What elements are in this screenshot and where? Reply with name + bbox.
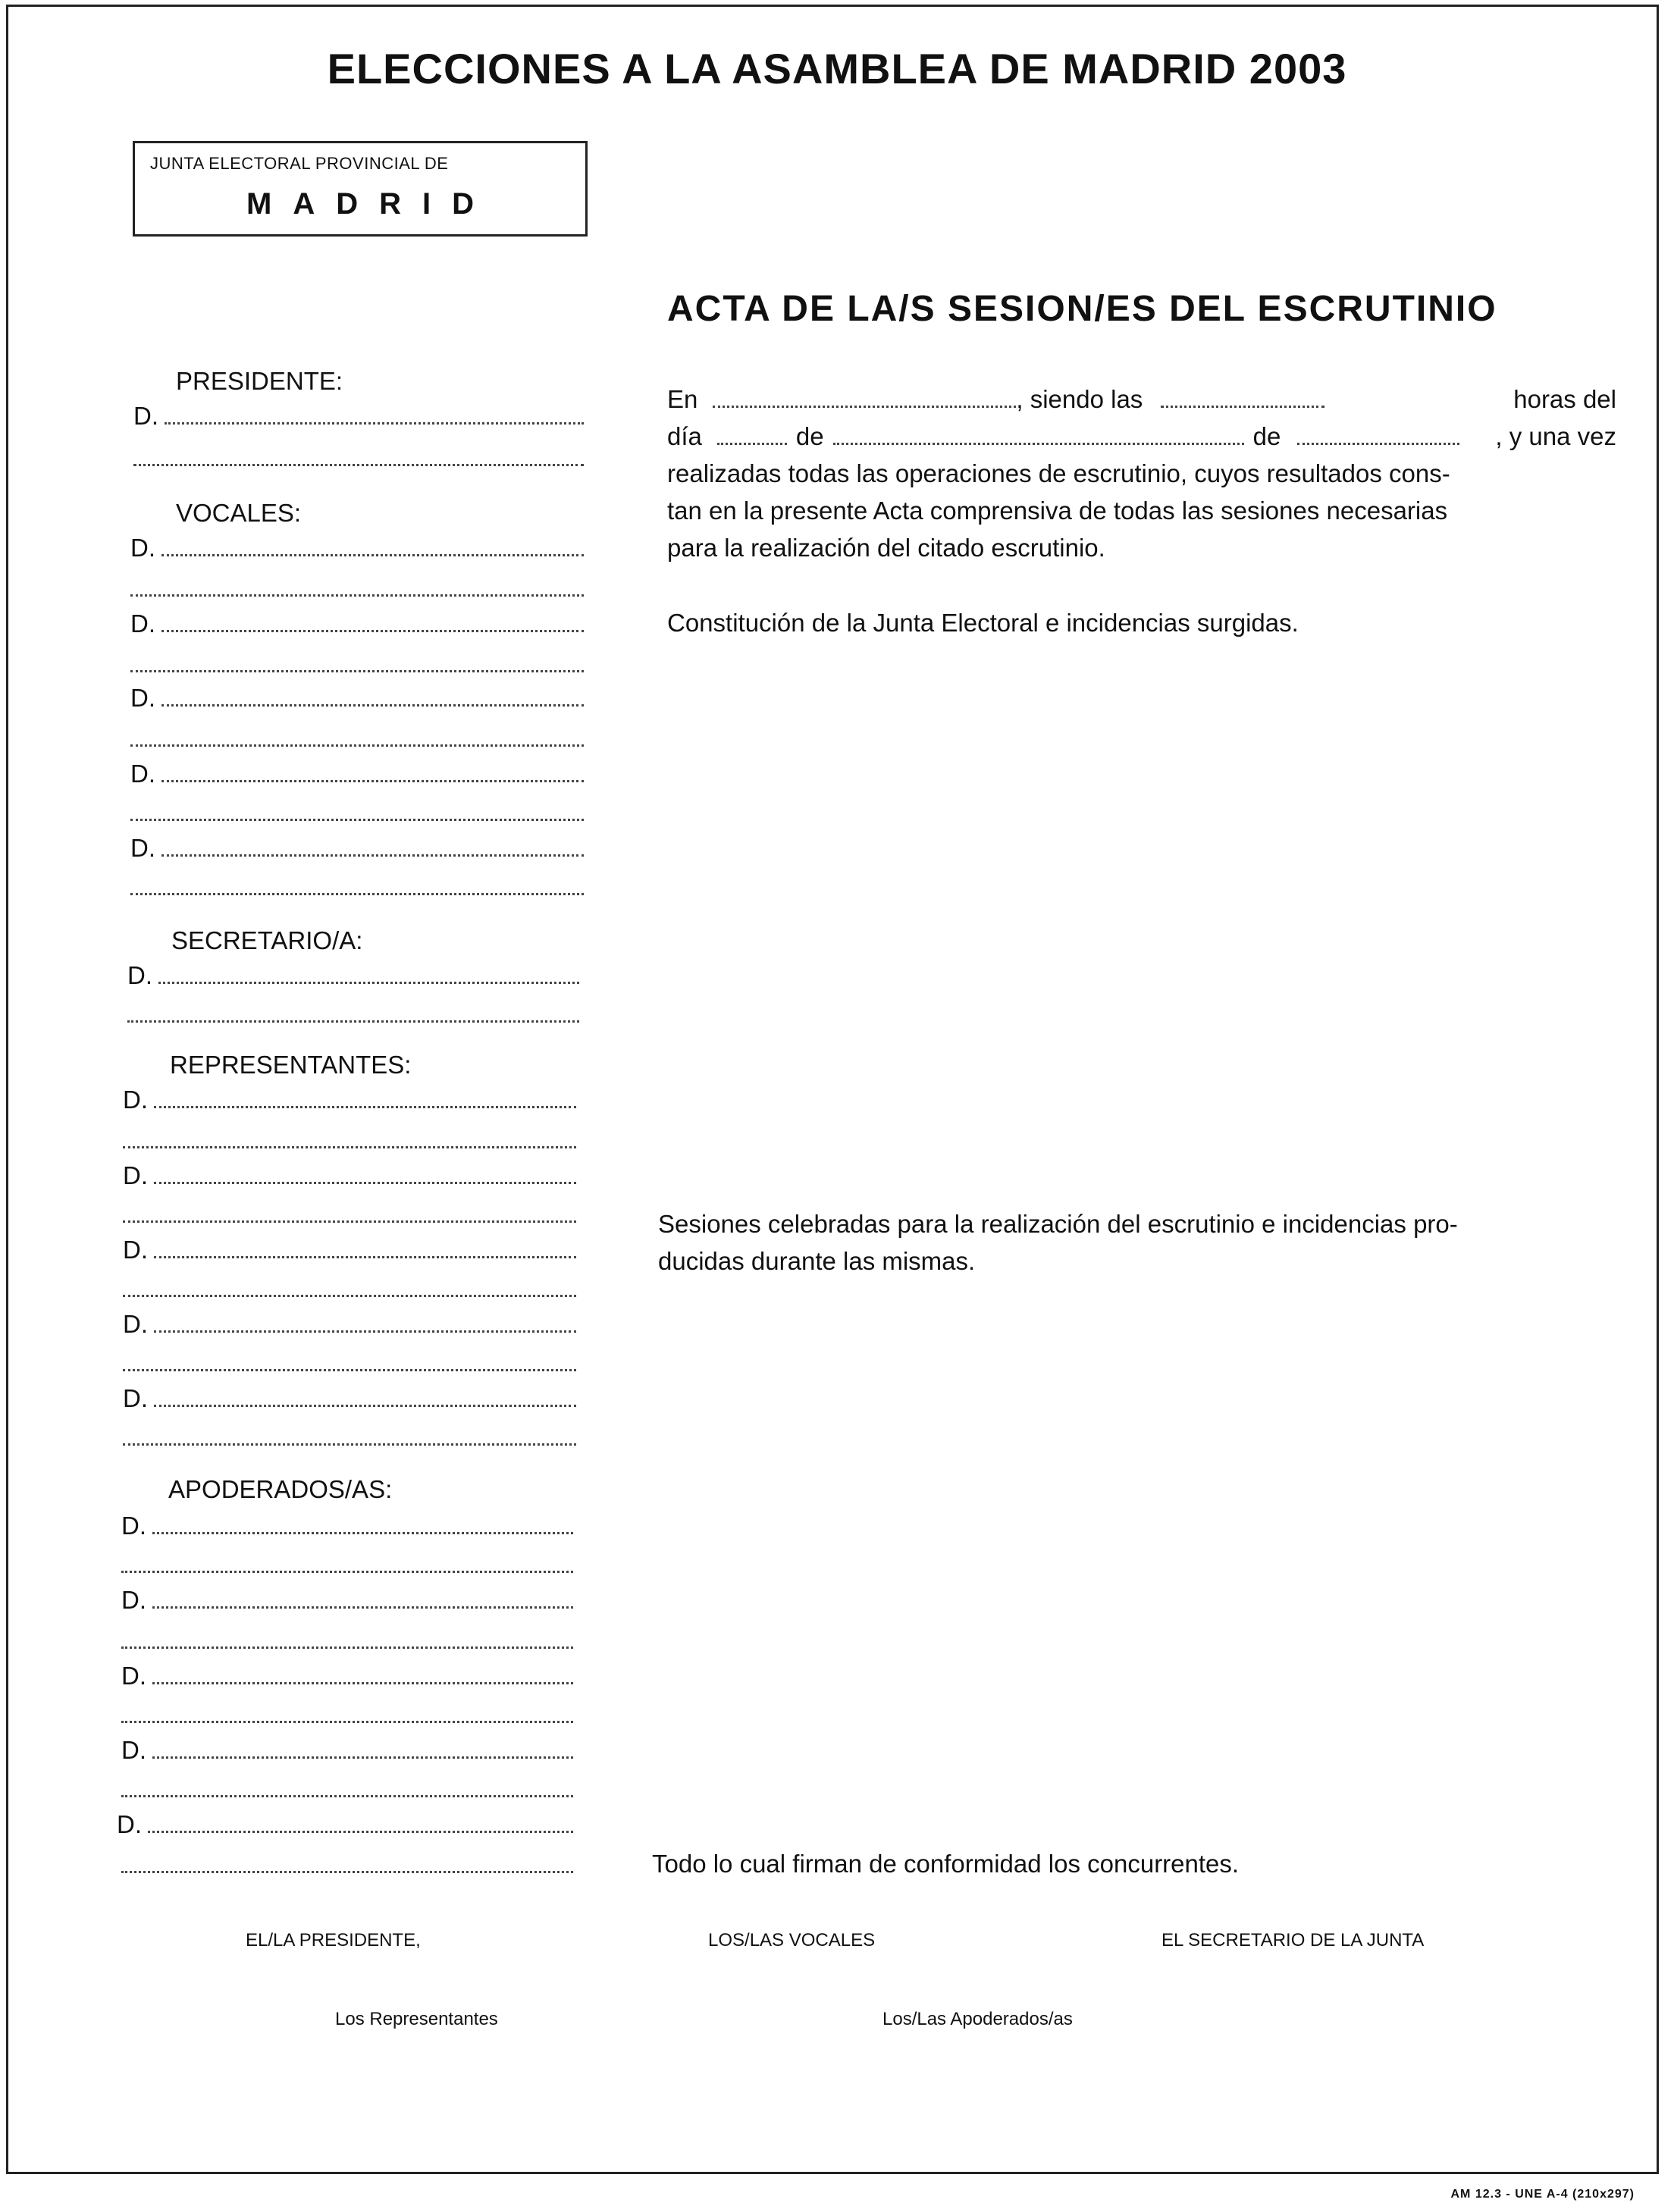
year-field[interactable] (1297, 443, 1459, 445)
apoderado-name-field[interactable]: D. (121, 1512, 573, 1540)
hour-field[interactable] (1161, 406, 1324, 408)
apoderado-name-line[interactable] (121, 1571, 573, 1573)
apoderado-name-field[interactable]: D. (117, 1810, 573, 1839)
secretario-name-line[interactable] (127, 1020, 579, 1023)
apoderados-label: APODERADOS/AS: (168, 1475, 393, 1503)
vocal-name-line[interactable] (130, 744, 584, 747)
vocal-name-line[interactable] (130, 594, 584, 597)
apoderado-name-field[interactable]: D. (121, 1736, 573, 1765)
day-field[interactable] (717, 443, 787, 445)
vocales-label: VOCALES: (176, 499, 302, 527)
representante-name-field[interactable]: D. (123, 1384, 576, 1413)
vocal-name-field[interactable]: D. (130, 684, 584, 713)
apoderado-name-field[interactable]: D. (121, 1586, 573, 1615)
junta-city: MADRID (246, 187, 495, 221)
secretario-label: SECRETARIO/A: (171, 926, 363, 954)
vocales-signature-label: LOS/LAS VOCALES (708, 1930, 876, 1950)
apoderado-name-line[interactable] (121, 1795, 573, 1797)
secretario-signature-label: EL SECRETARIO DE LA JUNTA (1161, 1930, 1425, 1950)
representante-name-line[interactable] (123, 1369, 576, 1371)
representante-name-line[interactable] (123, 1443, 576, 1446)
representante-name-line[interactable] (123, 1295, 576, 1297)
constitucion-heading: Constitución de la Junta Electoral e incidencias surgidas. (667, 609, 1299, 637)
representante-name-line[interactable] (123, 1146, 576, 1148)
conformidad-text: Todo lo cual firman de conformidad los concurrentes. (652, 1850, 1240, 1878)
month-field[interactable] (833, 443, 1244, 445)
representante-name-line[interactable] (123, 1220, 576, 1223)
sesiones-heading: Sesiones celebradas para la realización del escrutinio e incidencias pro- ducidas durante las mismas. (658, 1210, 1458, 1275)
presidente-name-line[interactable] (133, 464, 584, 466)
apoderado-name-field[interactable]: D. (121, 1662, 573, 1690)
apoderado-name-line[interactable] (121, 1721, 573, 1723)
representante-name-field[interactable]: D. (123, 1236, 576, 1264)
representante-name-field[interactable]: D. (123, 1161, 576, 1190)
representantes-label: REPRESENTANTES: (170, 1051, 412, 1079)
vocal-name-field[interactable]: D. (130, 760, 584, 788)
representante-name-field[interactable]: D. (123, 1310, 576, 1339)
apoderado-name-line[interactable] (121, 1646, 573, 1649)
vocal-name-line[interactable] (130, 819, 584, 821)
secretario-name-field[interactable]: D. (127, 961, 579, 990)
page-title: ELECCIONES A LA ASAMBLEA DE MADRID 2003 (327, 45, 1347, 92)
apoderados-signature-label: Los/Las Apoderados/as (882, 2009, 1073, 2029)
vocal-name-field[interactable]: D. (130, 834, 584, 863)
representantes-signature-label: Los Representantes (335, 2009, 498, 2029)
representante-name-field[interactable]: D. (123, 1086, 576, 1114)
acta-title: ACTA DE LA/S SESION/ES DEL ESCRUTINIO (667, 289, 1497, 329)
presidente-signature-label: EL/LA PRESIDENTE, (246, 1930, 421, 1950)
form-code: AM 12.3 - UNE A-4 (210x297) (1450, 2188, 1635, 2201)
presidente-label: PRESIDENTE: (176, 367, 343, 395)
place-field[interactable] (713, 406, 1016, 408)
junta-label: JUNTA ELECTORAL PROVINCIAL DE (150, 154, 449, 173)
vocal-name-line[interactable] (130, 893, 584, 895)
vocal-name-field[interactable]: D. (130, 609, 584, 638)
presidente-name-field[interactable]: D. (133, 402, 584, 431)
apoderado-name-line[interactable] (121, 1871, 573, 1873)
vocal-name-field[interactable]: D. (130, 534, 584, 562)
junta-electoral-box (133, 141, 588, 237)
intro-paragraph: En , siendo las horas del día de de , y una vez realizadas todas las operaciones de escrutinio, cuyos resultados cons- tan en la presente Acta comprensiva de todas las sesiones necesarias para la realización del citado escrutinio. (667, 385, 1616, 562)
vocal-name-line[interactable] (130, 670, 584, 672)
